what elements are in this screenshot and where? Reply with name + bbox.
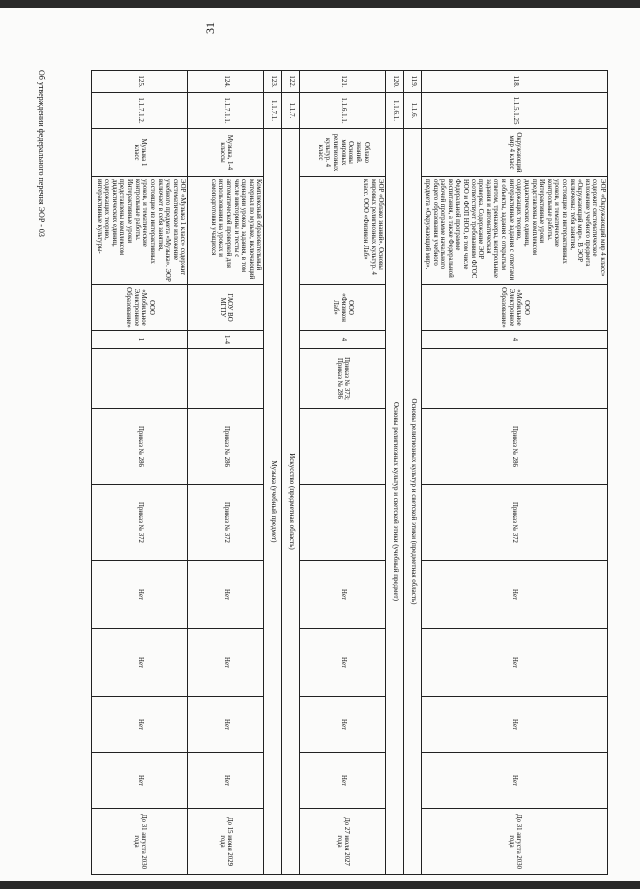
rotated-content <box>37 22 608 870</box>
table-row <box>188 71 264 875</box>
cell-code: 1.1.7. <box>282 93 300 129</box>
cell-c4: Нет <box>92 753 188 809</box>
cell-idx: 122. <box>282 71 300 93</box>
cell-order_b: Приказ № 372 <box>92 485 188 561</box>
scan-border-bottom <box>0 881 640 889</box>
cell-code: 1.1.7.1.2. <box>92 93 188 129</box>
cell-title: Музыка (учебный предмет) <box>264 129 282 875</box>
cell-c4: Нет <box>422 753 608 809</box>
cell-order_a: Приказ № 286 <box>92 409 188 485</box>
cell-order_a: Приказ № 286 <box>188 409 264 485</box>
cell-order_b: Приказ № 372 <box>188 485 264 561</box>
cell-c2: Нет <box>188 629 264 697</box>
cell-org: ООО «Мобильное Электронное Образование» <box>92 285 188 331</box>
section-row <box>386 71 404 875</box>
footer-note: Об утверждении федерального перечня ЭОР - 03 <box>37 70 46 237</box>
cell-org: ООО «Мобильное Электронное Образование» <box>422 285 608 331</box>
cell-approval <box>188 349 264 409</box>
cell-code: 1.1.7.1.1. <box>188 93 264 129</box>
cell-title: Искусство (предметная область) <box>282 129 300 875</box>
cell-description: ЭОР «Облако знаний». Основы мировых религиозных культур. 4 класс. ООО «Физикон Лаб» <box>300 177 386 285</box>
eor-table <box>91 70 608 875</box>
cell-grade: 4 <box>300 331 386 349</box>
cell-c1: Нет <box>300 561 386 629</box>
cell-approval <box>422 349 608 409</box>
section-row <box>282 71 300 875</box>
cell-approval <box>92 349 188 409</box>
cell-c1: Нет <box>92 561 188 629</box>
cell-c2: Нет <box>422 629 608 697</box>
cell-c1: Нет <box>188 561 264 629</box>
cell-idx: 119. <box>404 71 422 93</box>
cell-term: До 31 августа 2030 года <box>422 809 608 875</box>
cell-title: Основы религиозных культур и светской этики (предметная область) <box>404 129 422 875</box>
cell-idx: 124. <box>188 71 264 93</box>
cell-title: Основы религиозных культур и светской этики (учебный предмет) <box>386 129 404 875</box>
cell-c2: Нет <box>92 629 188 697</box>
cell-grade: 1 <box>92 331 188 349</box>
table-row <box>92 71 188 875</box>
cell-order_b: Приказ № 372 <box>422 485 608 561</box>
cell-name: Музыка, 1-4 классы <box>188 129 264 177</box>
cell-description: ЭОР «Окружающий мир 4 класс» содержит систематическое изложение учебного предмета «Окружающий мир». В ЭОР включены: тебя занятия, состоящие из интерактивных уроков, и тематические контрольные работы. Интерактивные уроки представлены комплексом дидактических единиц, содержащих теорию, интерактивные задания с ответами и объекты, задания с открытым ответом, тренажеры, контрольные задания и автоматическая проверка. Содержание ЭОР соответствует требованиям ФГОС НОО и ФОП НОО, в том числе Федеральной программе воспитания, а также Федеральной рабочей программе начального общего образования учебного предмета «Окружающий мир». <box>422 177 608 285</box>
cell-idx: 120. <box>386 71 404 93</box>
cell-c2: Нет <box>300 629 386 697</box>
cell-idx: 123. <box>264 71 282 93</box>
cell-idx: 121. <box>300 71 386 93</box>
page-number: 31 <box>203 22 217 34</box>
cell-term: До 15 июня 2029 года <box>188 809 264 875</box>
cell-c3: Нет <box>422 697 608 753</box>
cell-grade: 1-4 <box>188 331 264 349</box>
cell-order_a: Приказ № 286 <box>422 409 608 485</box>
cell-term: До 27 июля 2027 года <box>300 809 386 875</box>
scan-border-top <box>0 0 640 8</box>
section-row <box>404 71 422 875</box>
cell-org: ООО «Физикон Лаб» <box>300 285 386 331</box>
cell-code: 1.1.5.1.25 <box>422 93 608 129</box>
cell-term: До 31 августа 2030 года <box>92 809 188 875</box>
cell-org: ГАОУ ВО МГПУ <box>188 285 264 331</box>
cell-name: Музыка 1 класс <box>92 129 188 177</box>
cell-name: Окружающий мир 4 класс <box>422 129 608 177</box>
cell-idx: 118. <box>422 71 608 93</box>
cell-approval: Приказ № 373; Приказ № 286 <box>300 349 386 409</box>
table-row <box>422 71 608 875</box>
cell-c3: Нет <box>300 697 386 753</box>
cell-code: 1.1.6. <box>404 93 422 129</box>
section-row <box>264 71 282 875</box>
cell-order_a <box>300 409 386 485</box>
cell-idx: 125. <box>92 71 188 93</box>
cell-c3: Нет <box>92 697 188 753</box>
cell-code: 1.1.7.1. <box>264 93 282 129</box>
cell-c4: Нет <box>188 753 264 809</box>
cell-name: Облако знаний. Основы мировых религиозных культур. 4 класс <box>300 129 386 177</box>
cell-code: 1.1.6.1. <box>386 93 404 129</box>
cell-description: ЭОР «Музыка 1 класс» содержит систематическое изложение учебного предмета «Музыка». ЭОР включает в себя занятия, состоящие из интерактивных уроков, и тематические контрольные работы. Интерактивные уроки представлены комплексом дидактических единиц, содержащих теорию, интерактивные культуры- <box>92 177 188 285</box>
cell-grade: 4 <box>422 331 608 349</box>
cell-description: Комплексный образовательный материал по музыке, включающий сценарии уроков, задания, в том числе викторины и тесты с автоматической проверкой для использования на уроках и самоподготовки учащихся <box>188 177 264 285</box>
cell-order_b <box>300 485 386 561</box>
cell-code: 1.1.6.1.1. <box>300 93 386 129</box>
cell-c4: Нет <box>300 753 386 809</box>
cell-c3: Нет <box>188 697 264 753</box>
table-row <box>300 71 386 875</box>
cell-c1: Нет <box>422 561 608 629</box>
